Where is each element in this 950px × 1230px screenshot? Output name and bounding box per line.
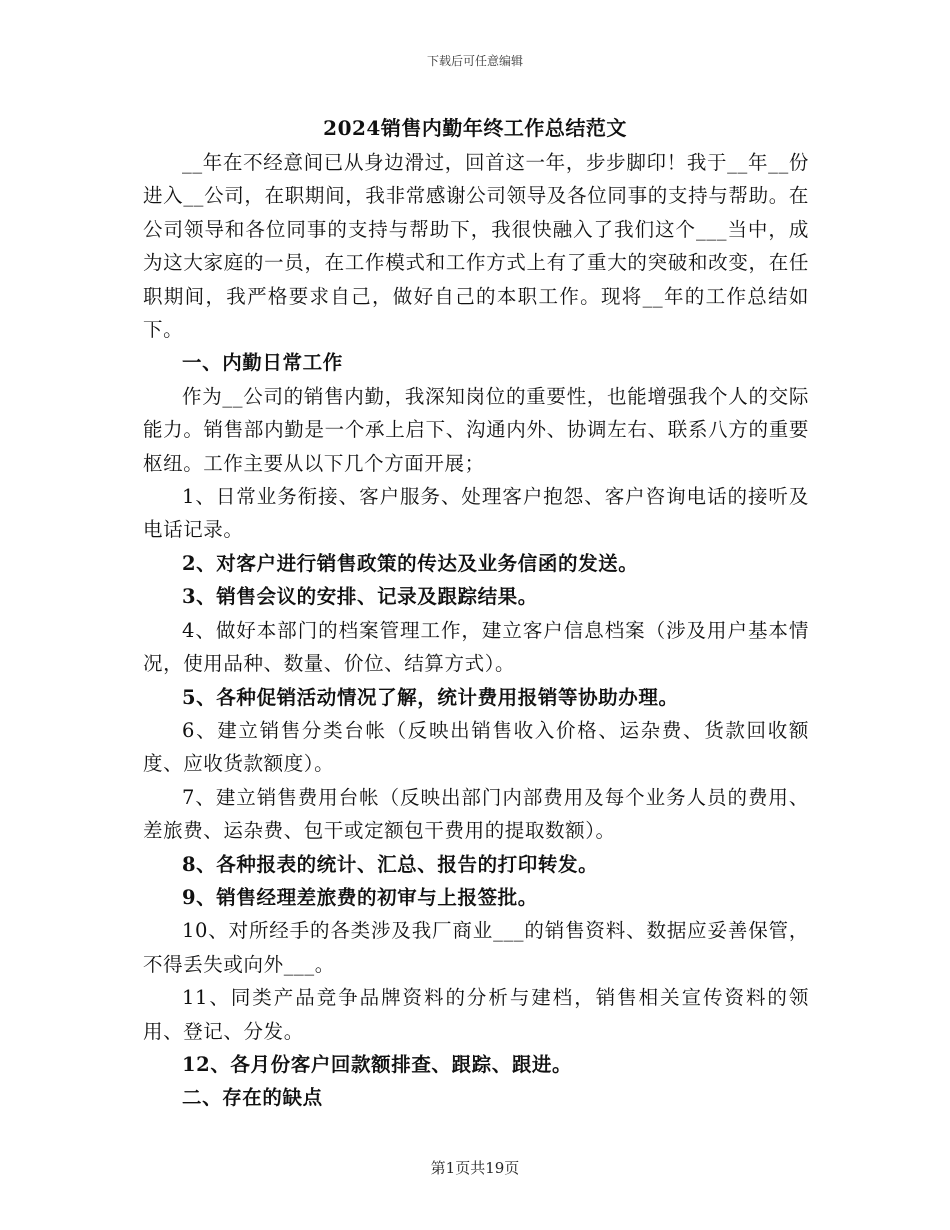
section-heading-daily-work: 一、内勤日常工作: [182, 351, 343, 375]
document-title: 2024销售内勤年终工作总结范文: [323, 116, 627, 140]
page-number: 第1页共19页: [430, 1159, 520, 1177]
list-item-3: 3、销售会议的安排、记录及跟踪结果。: [182, 585, 538, 609]
list-item-11: 11、同类产品竞争品牌资料的分析与建档，销售相关宣传资料的领用、登记、分发。: [143, 986, 809, 1043]
page-header-note: 下载后可任意编辑: [426, 54, 523, 68]
list-item-6: 6、建立销售分类台帐（反映出销售收入价格、运杂费、货款回收额度、应收货款额度）。: [143, 718, 809, 776]
paragraph-role: 作为__公司的销售内勤，我深知岗位的重要性，也能增强我个人的交际能力。销售部内勤是一个承上启下、沟通内外、协调左右、联系八方的重要枢纽。工作主要从以下几个方面开展；: [143, 384, 809, 475]
list-item-4: 4、做好本部门的档案管理工作，建立客户信息档案（涉及用户基本情况，使用品种、数量、价位、结算方式）。: [143, 618, 809, 676]
list-item-5: 5、各种促销活动情况了解，统计费用报销等协助办理。: [182, 685, 679, 709]
paragraph-intro: __年在不经意间已从身边滑过，回首这一年，步步脚印！我于__年__份进入__公司，在职期间，我非常感谢公司领导及各位同事的支持与帮助。在公司领导和各位同事的支持与帮助下，我很快融入了我们这个___当中，成为这大家庭的一员，在工作模式和工作方式上有了重大的突破和改变，在任职期间，我严格要求自己，做好自己的本职工作。现将__年的工作总结如下。: [143, 151, 809, 342]
list-item-8: 8、各种报表的统计、汇总、报告的打印转发。: [182, 852, 599, 876]
document-body: [143, 146, 809, 1115]
list-item-9: 9、销售经理差旅费的初审与上报签批。: [182, 885, 538, 909]
list-item-2: 2、对客户进行销售政策的传达及业务信函的发送。: [182, 551, 639, 575]
section-heading-shortcomings: 二、存在的缺点: [182, 1086, 323, 1110]
list-item-12: 12、各月份客户回款额排查、跟踪、跟进。: [182, 1052, 573, 1076]
list-item-7: 7、建立销售费用台帐（反映出部门内部费用及每个业务人员的费用、差旅费、运杂费、包干或定额包干费用的提取数额）。: [143, 785, 809, 843]
list-item-10: 10、对所经手的各类涉及我厂商业___的销售资料、数据应妥善保管，不得丢失或向外___。: [143, 919, 809, 976]
list-item-1: 1、日常业务衔接、客户服务、处理客户抱怨、客户咨询电话的接听及电话记录。: [143, 485, 809, 542]
